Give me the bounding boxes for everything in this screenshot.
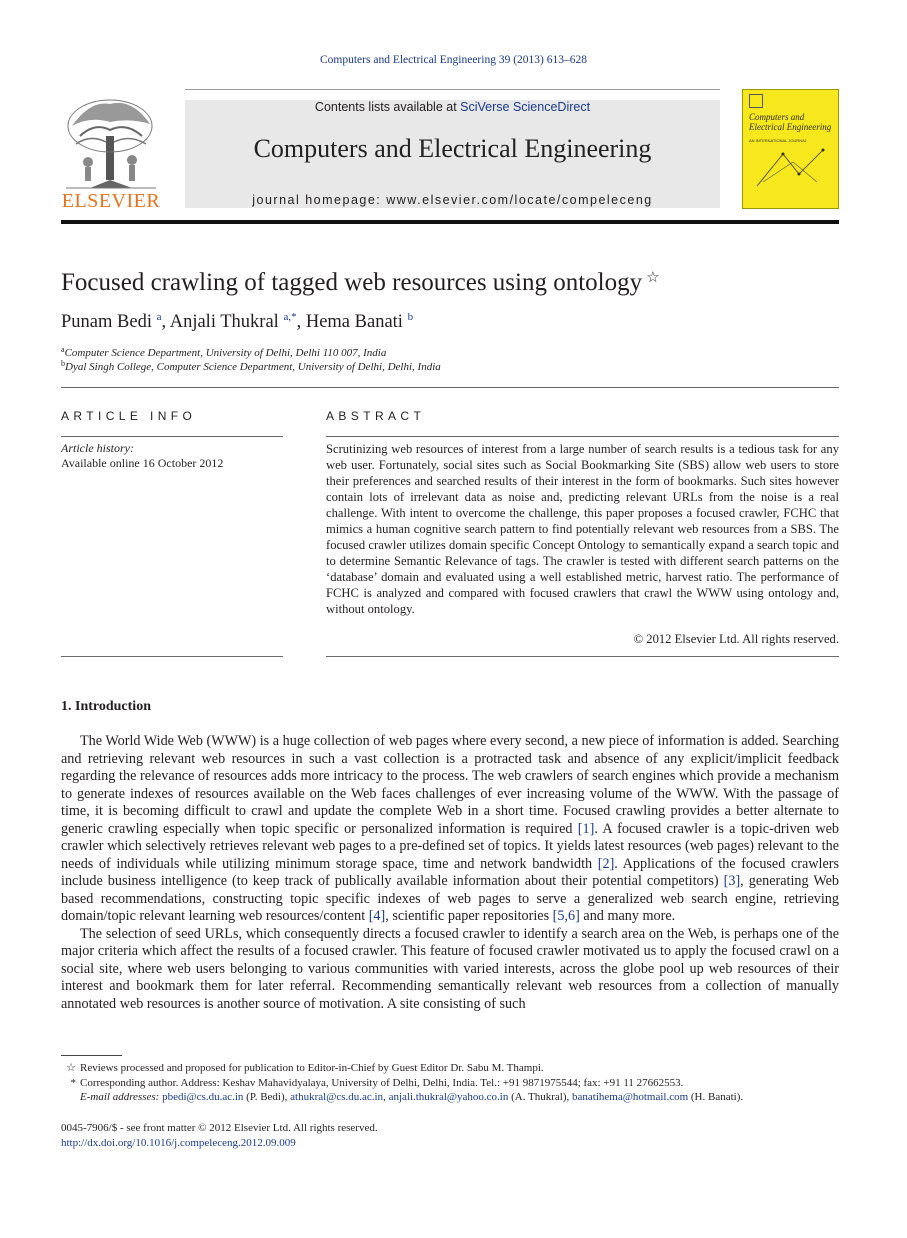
author-separator: , [296,312,306,332]
abstract-rule [326,436,839,437]
reference-link[interactable]: [4] [368,908,386,924]
footnote-rule [61,1055,122,1056]
email-owner: (H. Banati). [688,1091,744,1104]
footnote-emails [61,1090,839,1105]
affiliation-b [61,359,441,373]
cover-logo-icon [749,94,763,108]
paragraph [61,733,839,926]
abstract-bottom-rule [326,656,839,657]
author-name: Punam Bedi [61,312,152,332]
article-info-heading: ARTICLE INFO [61,409,197,423]
footnote-text: Corresponding author. Address: Keshav Mahavidyalaya, University of Delhi, Delhi, India. Tel.: +91 9871975544; fax: +91 11 27662553. [80,1076,684,1089]
cover-subtitle: AN INTERNATIONAL JOURNAL [749,138,808,143]
footnote-mark-spacer [61,1090,80,1105]
section-heading-introduction: 1. Introduction [61,699,151,714]
article-history-label: Article history: [61,441,134,455]
banner-top-rule [185,89,720,90]
author-affiliation-mark[interactable]: b [407,311,414,323]
header-rule [61,220,839,224]
article-info-rule [61,436,283,437]
journal-citation[interactable]: Computers and Electrical Engineering 39 (2013) 613–628 [320,54,587,66]
cover-title-line2: Electrical Engineering [749,122,832,132]
abstract-copyright: © 2012 Elsevier Ltd. All rights reserved. [633,632,839,646]
author-name: Anjali Thukral [169,312,279,332]
article-info-bottom-rule [61,656,283,657]
contents-prefix: Contents lists available at [314,100,461,114]
contents-line [185,100,720,114]
author-affiliation-mark[interactable]: a,* [283,311,297,323]
affiliation-text: Dyal Singh College, Computer Science Department, University of Delhi, Delhi, India [65,361,441,373]
introduction-body [61,733,839,1013]
article-title [61,268,660,297]
email-link[interactable]: athukral@cs.du.ac.in [290,1091,384,1104]
email-owner: , [383,1091,389,1104]
sciencedirect-link[interactable]: SciVerse ScienceDirect [460,100,591,114]
reference-link[interactable]: [1] [577,820,595,837]
elsevier-logo [60,96,162,210]
footnote-corresponding [61,1076,839,1091]
paragraph-text: The World Wide Web (WWW) is a huge collection of web pages where every second, a new piece of information is added. Searching and retrieving relevant web resources in such a vast collection is a protracted task and absence of any explicit/implicit feedback regarding the relevance of resources adds more intricacy to the process. The web crawlers of search engines which provide a mechanism to generate indexes of resources available on the Web faces challenges of ever increasing volume of the WWW. With the passage of time, it is becoming difficult to crawl and update the complete Web in a short time. Focused crawling provides a better alternate to generic crawling especially when topic specific or personalized information is required [61,733,839,837]
footnote-text: Reviews processed and proposed for publication to Editor-in-Chief by Guest Editor Dr. Sabu M. Thampi. [80,1062,544,1074]
email-label: E-mail addresses: [80,1091,160,1104]
paragraph-text: . Applications of the focused crawlers include business intelligence (to keep track of publically available information about their potential competitors) [61,855,839,889]
journal-title: Computers and Electrical Engineering [253,134,652,163]
footnote-mark: * [70,1076,76,1089]
author-separator: , [161,312,170,332]
paragraph-text: , generating Web based recommendations, constructing topic specific indexes of web pages to serve a generalized web search engine, retrieving domain/topic relevant learning web resources/content [61,873,839,924]
journal-cover-thumbnail [742,89,839,209]
article-title-text: Focused crawling of tagged web resources using ontology [61,269,643,296]
footnotes [61,1061,839,1105]
author-list [61,311,413,333]
footnote-text [80,1090,743,1105]
doi-link[interactable]: http://dx.doi.org/10.1016/j.compeleceng.2012.09.009 [61,1137,296,1149]
paragraph: The selection of seed URLs, which consequently directs a focused crawler to identify a search area on the Web, is perhaps one of the major criteria which affect the results of a focused crawler. This feature of focused crawler motivated us to apply the focused crawl on a social site, where web users belonging to various communities with varied interests, across the globe pool up web resources of their interest and bookmark them for later referral. Recommending semantically relevant web resources from a collection of manually annotated web resources is another source of motivation. A site consisting of such [61,925,839,1012]
email-link[interactable]: banatihema@hotmail.com [572,1091,689,1104]
footnote-star [61,1061,839,1076]
reference-link[interactable]: [2] [597,855,615,872]
email-owner: (A. Thukral), [508,1091,573,1104]
journal-homepage[interactable]: journal homepage: www.elsevier.com/locate/compeleceng [252,193,653,207]
email-owner: (P. Bedi), [243,1091,291,1104]
article-history-value: Available online 16 October 2012 [61,456,224,470]
footnote-mark: ☆ [66,1062,76,1074]
paragraph-text: . A focused crawler is a topic-driven web crawler which selectively retrieves relevant web pages to a pre-defined set of topics. It yields latest resources (web pages) relevant to the needs of individuals while utilizing minimum storage space, time and network bandwidth [61,820,839,872]
affiliation-a [61,345,386,359]
affiliation-mark: a [61,345,65,354]
elsevier-wordmark: ELSEVIER [61,190,161,212]
affiliation-text: Computer Science Department, University of Delhi, Delhi 110 007, India [64,347,387,359]
paragraph-text: , scientific paper repositories [385,908,553,924]
cover-title-line1: Computers and [749,112,805,122]
affiliation-mark: b [61,359,65,368]
abstract-text: Scrutinizing web resources of interest from a large number of search results is a tedious task for any web user. Fortunately, social sites such as Social Bookmarking Site (SBS) allow web users to store their preferences and searched results of their interest in the form of bookmarks. Such sites however contain lots of irrelevant data as noise and, predicting relevant URLs from the noise is a real challenge. With intent to overcome the challenge, this paper proposes a focused crawler, FCHC that mimics a human cognitive search pattern to find potentially relevant web resources from a SBS. The focused crawler utilizes domain specific Concept Ontology to semantically expand a search topic and to determine Semantic Relevance of tags. The crawler is tested with different search patterns on the ‘database’ domain and evaluated using a well established metric, harvest ratio. The performance of FCHC is analyzed and compared with focused crawlers that crawl the WWW using ontology and, without ontology. [326,442,839,616]
author-name: Hema Banati [305,312,403,332]
title-block-rule [61,387,839,388]
issn-line: 0045-7906/$ - see front matter © 2012 Elsevier Ltd. All rights reserved. [61,1122,378,1134]
title-footnote-mark[interactable]: ☆ [646,270,660,286]
email-link[interactable]: anjali.thukral@yahoo.co.in [388,1091,509,1104]
abstract-heading: ABSTRACT [326,409,426,423]
author-affiliation-mark[interactable]: a [156,311,162,323]
reference-link[interactable]: [3] [723,873,741,889]
email-link[interactable]: pbedi@cs.du.ac.in [162,1091,244,1104]
cover-illustration-icon [753,146,831,190]
reference-link[interactable]: [5,6] [552,908,580,924]
paragraph-text: and many more. [579,908,676,924]
